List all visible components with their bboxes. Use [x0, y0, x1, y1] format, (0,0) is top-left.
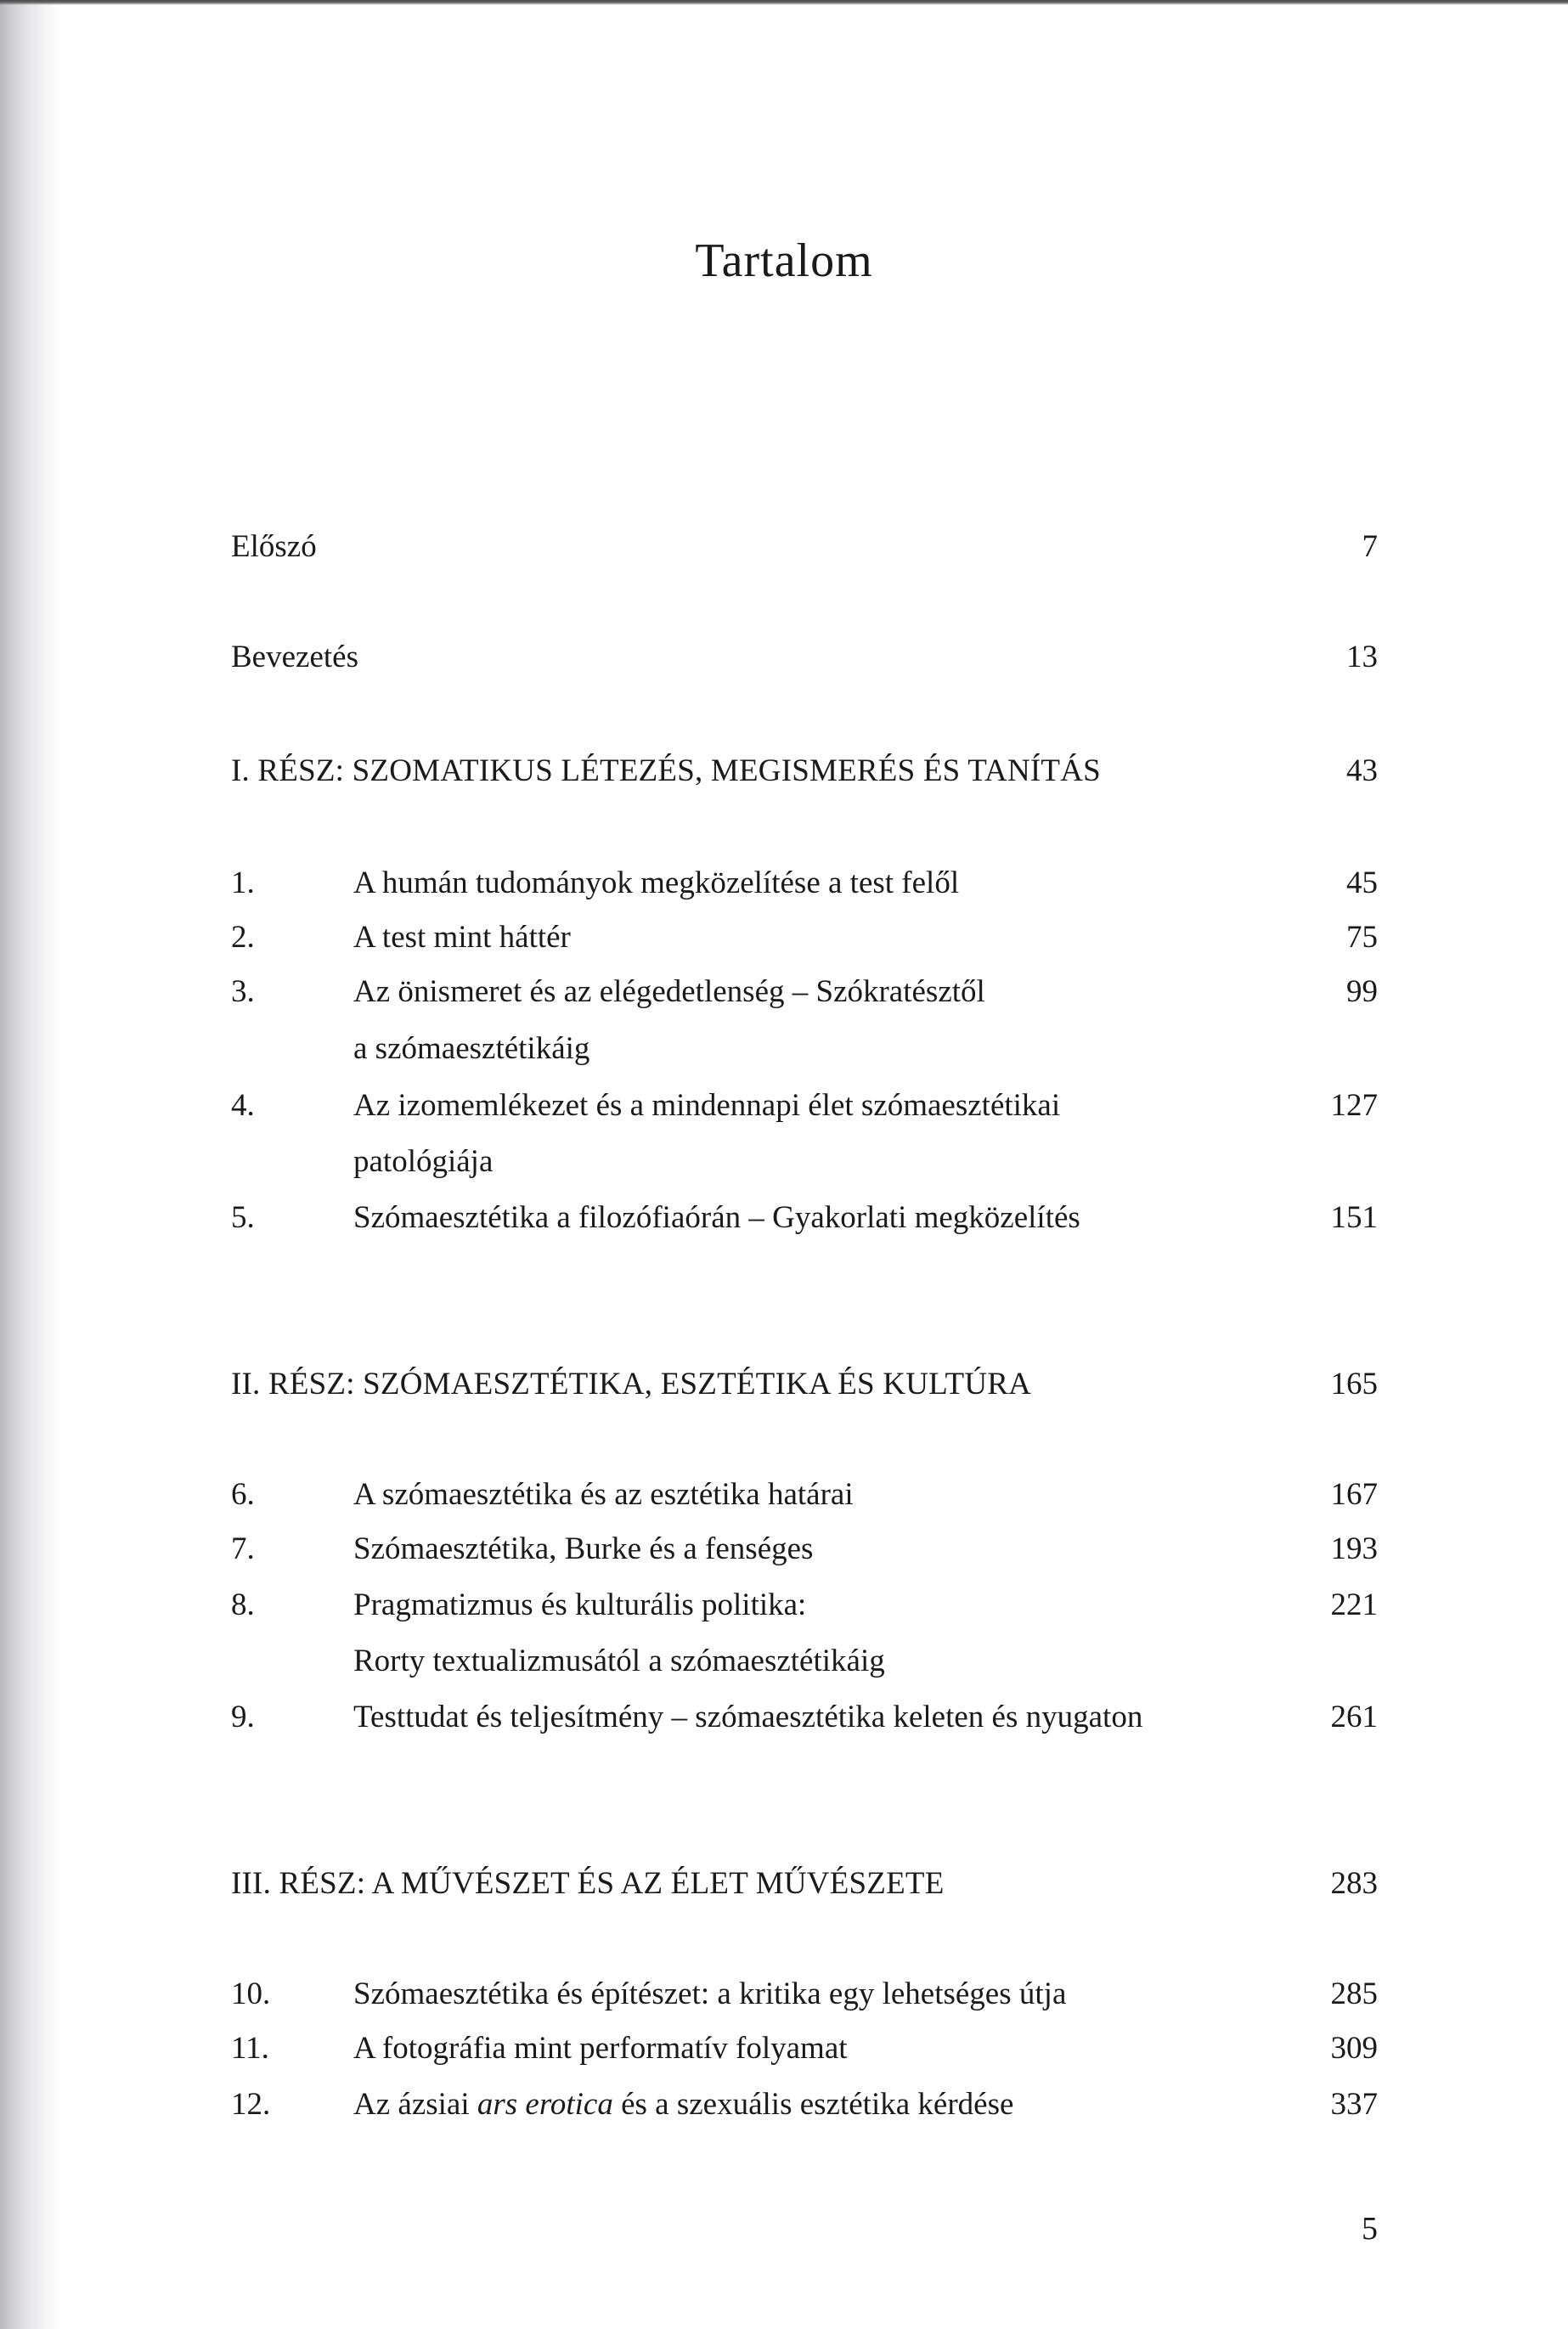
toc-page-number: 309	[1330, 2031, 1378, 2066]
toc-chapter-2	[231, 912, 1378, 963]
toc-chapter-11	[231, 2023, 1378, 2074]
toc-page-number: 167	[1330, 1477, 1378, 1512]
chapter-title-italic: ars erotica	[477, 2087, 613, 2122]
chapter-number: 10.	[231, 1977, 271, 2011]
chapter-title: Testtudat és teljesítmény – szómaesztétika keleten és nyugaton	[353, 1700, 1143, 1734]
chapter-number: 5.	[231, 1200, 255, 1235]
toc-page-number: 75	[1346, 920, 1378, 955]
chapter-number: 12.	[231, 2087, 271, 2122]
chapter-number: 11.	[231, 2031, 269, 2066]
chapter-title-part: és a szexuális esztétika kérdése	[612, 2087, 1014, 2122]
chapter-title: Az izomemlékezet és a mindennapi élet szómaesztétikai	[353, 1088, 1061, 1123]
chapter-number: 4.	[231, 1088, 255, 1123]
toc-chapter-1	[231, 858, 1378, 909]
toc-entry-title: Előszó	[231, 529, 317, 564]
part-title: II. RÉSZ: SZÓMAESZTÉTIKA, ESZTÉTIKA ÉS KULTÚRA	[231, 1367, 1032, 1401]
toc-page-number: 285	[1330, 1977, 1378, 2011]
toc-page-number: 43	[1346, 753, 1378, 788]
toc-page-number: 151	[1330, 1200, 1378, 1235]
chapter-title-continuation: a szómaesztétikáig	[353, 1031, 590, 1066]
chapter-number: 3.	[231, 974, 255, 1009]
toc-page-number: 221	[1330, 1587, 1378, 1622]
chapter-title: Szómaesztétika a filozófiaórán – Gyakorlati megközelítés	[353, 1200, 1080, 1235]
chapter-title-continuation: Rorty textualizmusától a szómaesztétikáig	[353, 1644, 885, 1678]
chapter-number: 8.	[231, 1587, 255, 1622]
toc-page-number: 283	[1330, 1866, 1378, 1901]
toc-page-number: 7	[1362, 529, 1378, 564]
chapter-title: A test mint háttér	[353, 920, 571, 955]
toc-chapter-4	[231, 1080, 1378, 1131]
chapter-title-continuation: patológiája	[353, 1144, 494, 1179]
toc-page-number: 45	[1346, 866, 1378, 900]
toc-part-1	[231, 746, 1378, 797]
part-title: III. RÉSZ: A MŰVÉSZET ÉS AZ ÉLET MŰVÉSZETE	[231, 1866, 945, 1901]
toc-page-number: 337	[1330, 2087, 1378, 2122]
chapter-number: 1.	[231, 866, 255, 900]
chapter-number: 2.	[231, 920, 255, 955]
toc-chapter-10	[231, 1969, 1378, 2020]
toc-entry-bevezetes	[231, 632, 1378, 683]
toc-page-number: 99	[1346, 974, 1378, 1009]
chapter-title: A humán tudományok megközelítése a test felől	[353, 866, 960, 900]
toc-chapter-6	[231, 1469, 1378, 1520]
chapter-title: Szómaesztétika, Burke és a fenséges	[353, 1531, 814, 1566]
toc-chapter-9	[231, 1692, 1378, 1743]
chapter-title: Szómaesztétika és építészet: a kritika egy lehetséges útja	[353, 1977, 1067, 2011]
chapter-title: Pragmatizmus és kulturális politika:	[353, 1587, 807, 1622]
toc-entry-eloszo	[231, 522, 1378, 572]
toc-chapter-7	[231, 1524, 1378, 1575]
chapter-title	[353, 2079, 1013, 2130]
toc-page-number: 193	[1330, 1531, 1378, 1566]
chapter-title: A szómaesztétika és az esztétika határai	[353, 1477, 854, 1512]
toc-page-number: 127	[1330, 1088, 1378, 1123]
toc-part-3	[231, 1858, 1378, 1909]
toc-chapter-5	[231, 1193, 1378, 1243]
chapter-number: 9.	[231, 1700, 255, 1734]
toc-chapter-3	[231, 967, 1378, 1018]
chapter-title: A fotográfia mint performatív folyamat	[353, 2031, 848, 2066]
toc-chapter-12	[231, 2079, 1378, 2130]
part-title: I. RÉSZ: SZOMATIKUS LÉTEZÉS, MEGISMERÉS ÉS TANÍTÁS	[231, 753, 1101, 788]
toc-entry-title: Bevezetés	[231, 640, 358, 674]
chapter-number: 6.	[231, 1477, 255, 1512]
page-number-folio: 5	[1362, 2211, 1378, 2247]
chapter-title: Az önismeret és az elégedetlenség – Szókratésztől	[353, 974, 985, 1009]
toc-page-number: 261	[1330, 1700, 1378, 1734]
chapter-title-part: Az ázsiai	[353, 2087, 477, 2122]
toc-chapter-8	[231, 1580, 1378, 1631]
page-title: Tartalom	[695, 234, 873, 287]
toc-page-number: 165	[1330, 1367, 1378, 1401]
toc-part-2	[231, 1359, 1378, 1410]
chapter-number: 7.	[231, 1531, 255, 1566]
toc-page-number: 13	[1346, 640, 1378, 674]
